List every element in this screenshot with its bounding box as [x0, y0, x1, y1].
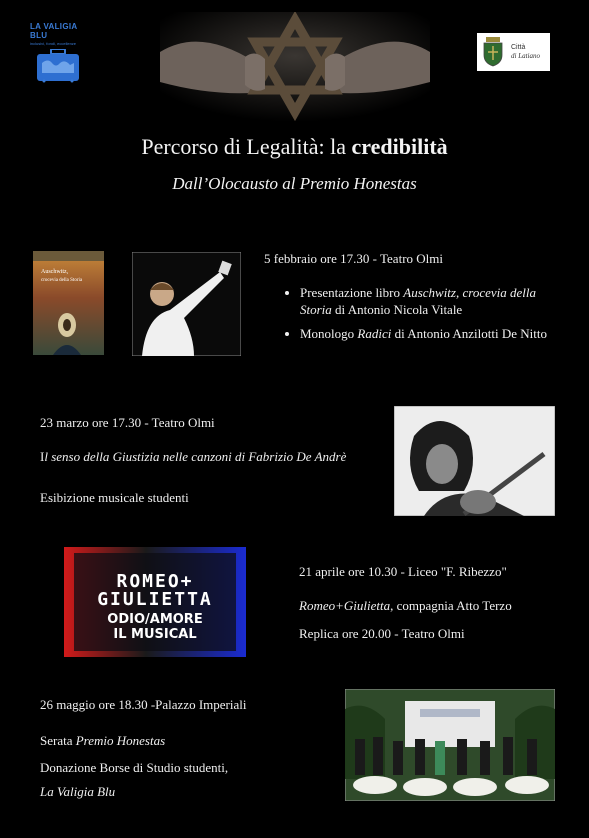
logo-right-line2: di Latiano: [511, 52, 540, 60]
fabrizio-de-andre-photo: [394, 406, 555, 516]
event4-line3: La Valigia Blu: [40, 784, 116, 799]
book-title-line1: Auschwitz,: [41, 269, 69, 275]
crest-icon: [481, 37, 505, 67]
logo-subtitle: inclusivi, fondi, eccellenze: [30, 41, 77, 46]
event3-date: 21 aprile ore 10.30 - Liceo "F. Ribezzo": [299, 564, 507, 579]
poster-line4: IL MUSICAL: [113, 627, 197, 642]
logo-title: LA VALIGIA BLU: [30, 22, 78, 40]
actor-photo: [132, 252, 241, 356]
poster-line2: GIULIETTA: [97, 589, 213, 610]
event2-title: Il senso della Giustizia nelle canzoni di Fabrizio De Andrè: [40, 449, 347, 464]
title-prefix: Percorso di Legalità: la: [141, 134, 352, 159]
event3-title: Romeo+Giulietta, compagnia Atto Terzo: [299, 598, 512, 613]
event1-item-book: • Presentazione libro Auschwitz, crocevia della Storia di Antonio Nicola Vitale: [300, 284, 552, 318]
event4-title: Serata Premio Honestas: [40, 733, 166, 748]
romeo-giulietta-poster: [64, 547, 246, 657]
event4-date: 26 maggio ore 18.30 -Palazzo Imperiali: [40, 697, 247, 712]
title-bold: credibilità: [351, 134, 448, 159]
citta-di-latiano-logo: [477, 33, 550, 71]
poster-line1: ROMEO+: [116, 571, 194, 592]
event1-list: [280, 284, 552, 349]
book-cover-image: [33, 251, 104, 355]
premio-honestas-photo: [345, 689, 555, 801]
event3-replica: Replica ore 20.00 - Teatro Olmi: [299, 626, 465, 641]
suitcase-icon: [36, 49, 80, 83]
event2-line2: Esibizione musicale studenti: [40, 490, 189, 505]
event1-date: 5 febbraio ore 17.30 - Teatro Olmi: [264, 251, 443, 266]
page-title: [0, 134, 589, 160]
logo-right-line1: Città: [511, 44, 526, 51]
book-title-line2: crocevia della Storia: [41, 278, 83, 283]
event4-line2: Donazione Borse di Studio studenti,: [40, 760, 229, 775]
la-valigia-blu-logo: [30, 22, 88, 82]
star-of-david-hands-image: [160, 12, 430, 122]
event2-date: 23 marzo ore 17.30 - Teatro Olmi: [40, 415, 215, 430]
page-subtitle: Dall’Olocausto al Premio Honestas: [172, 174, 417, 193]
poster-line3: ODIO/AMORE: [107, 612, 203, 627]
event1-item-monologue: • Monologo Radici di Antonio Anzilotti De Nitto: [300, 325, 552, 342]
